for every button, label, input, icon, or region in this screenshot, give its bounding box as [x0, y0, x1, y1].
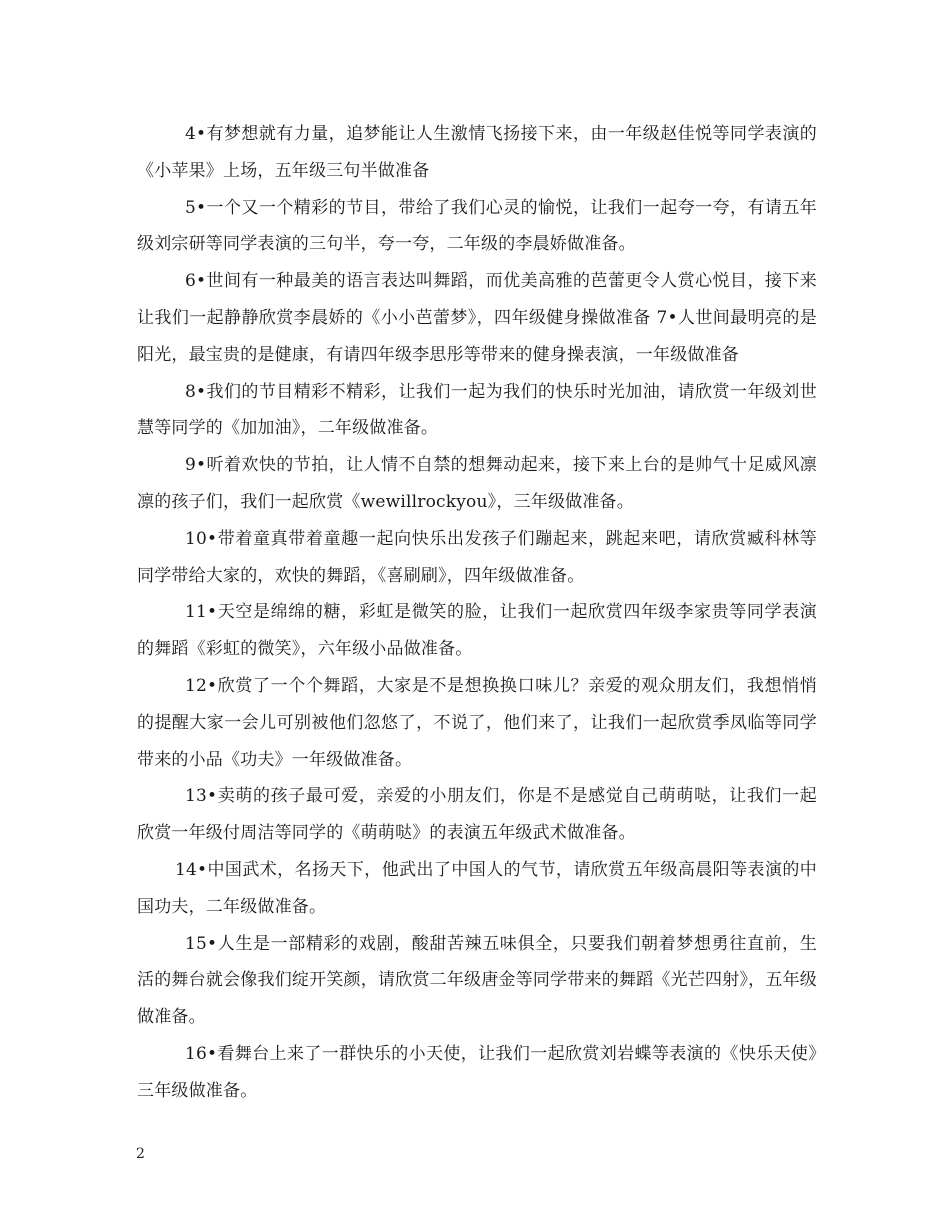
paragraph-item-12: 12•欣赏了一个个舞蹈，大家是不是想换换口味儿？亲爱的观众朋友们，我想悄悄的提醒大家一会儿可别被他们忽悠了，不说了，他们来了，让我们一起欣赏季凤临等同学带来的小品《功夫》一年级做准备。: [137, 675, 817, 770]
paragraph-item-14: 14•中国武术，名扬天下，他武出了中国人的气节，请欣赏五年级高晨阳等表演的中国功夫，二年级做准备。: [137, 859, 817, 917]
document-body: [137, 116, 817, 1110]
paragraph-item-4: 4•有梦想就有力量，追梦能让人生激情飞扬接下来，由一年级赵佳悦等同学表演的《小苹果》上场，五年级三句半做准备: [137, 124, 817, 181]
paragraph-item-6-7: 6•世间有一种最美的语言表达叫舞蹈，而优美高雅的芭蕾更令人赏心悦目，接下来让我们一起静静欣赏李晨娇的《小小芭蕾梦》，四年级健身操做准备 7•人世间最明亮的是阳光，最宝贵的是健康，有请四年级李思彤等带来的健身操表演，一年级做准备: [137, 271, 817, 365]
paragraph-item-8: 8•我们的节目精彩不精彩，让我们一起为我们的快乐时光加油，请欣赏一年级刘世慧等同学的《加加油》，二年级做准备。: [137, 381, 817, 439]
paragraph-item-13: 13•卖萌的孩子最可爱，亲爱的小朋友们，你是不是感觉自己萌萌哒，让我们一起欣赏一年级付周洁等同学的《萌萌哒》的表演五年级武术做准备。: [137, 786, 817, 844]
paragraph-item-5: 5•一个又一个精彩的节目，带给了我们心灵的愉悦，让我们一起夸一夸，有请五年级刘宗研等同学表演的三句半，夸一夸，二年级的李晨娇做准备。: [137, 197, 817, 255]
paragraph-item-11: 11•天空是绵绵的糖，彩虹是微笑的脸，让我们一起欣赏四年级李家贵等同学表演的舞蹈《彩虹的微笑》，六年级小品做准备。: [137, 602, 817, 660]
paragraph-item-9: 9•听着欢快的节拍，让人情不自禁的想舞动起来，接下来上台的是帅气十足威风凛凛的孩子们，我们一起欣赏《wewillrockyou》，三年级做准备。: [137, 455, 817, 512]
paragraph-item-10: 10•带着童真带着童趣一起向快乐出发孩子们蹦起来，跳起来吧，请欣赏臧科林等同学带给大家的，欢快的舞蹈，《喜刷刷》，四年级做准备。: [137, 528, 817, 586]
page-number: 2: [136, 1146, 145, 1162]
paragraph-item-15: 15•人生是一部精彩的戏剧，酸甜苦辣五味俱全，只要我们朝着梦想勇往直前，生活的舞台就会像我们绽开笑颜，请欣赏二年级唐金等同学带来的舞蹈《光芒四射》，五年级做准备。: [137, 933, 817, 1028]
paragraph-item-16: 16•看舞台上来了一群快乐的小天使，让我们一起欣赏刘岩蝶等表演的《快乐天使》三年级做准备。: [137, 1043, 817, 1101]
